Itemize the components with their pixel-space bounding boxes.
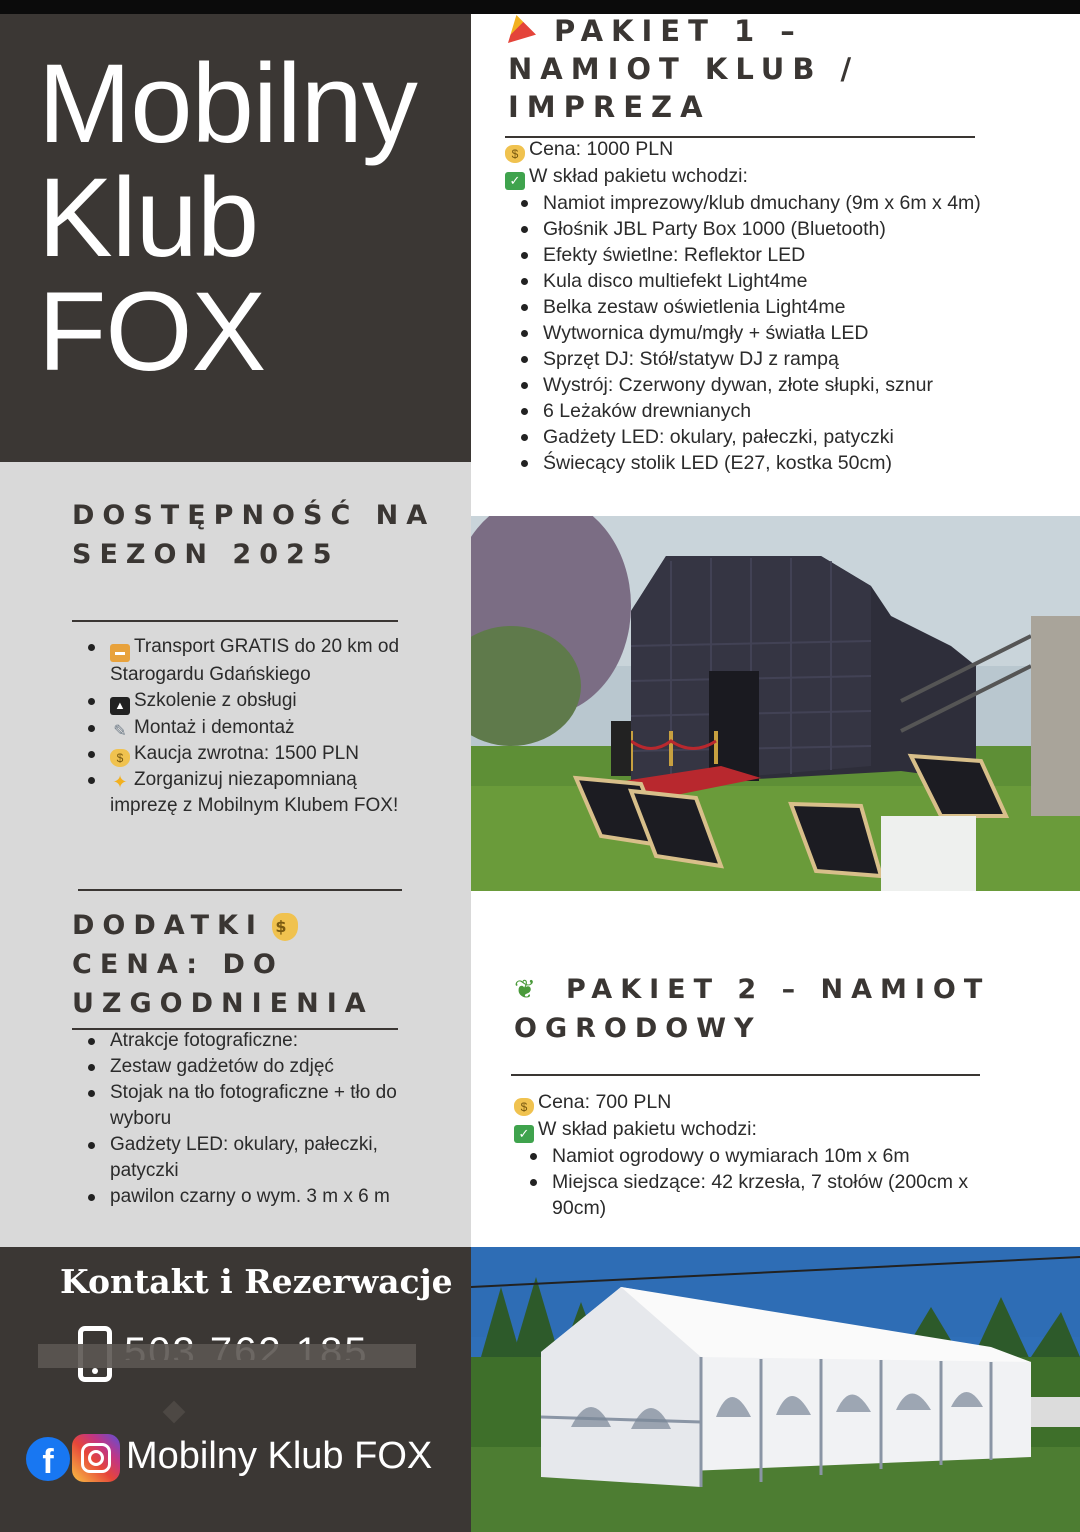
list-item: Miejsca siedzące: 42 krzesła, 7 stołów (200cm x 90cm) xyxy=(514,1169,994,1221)
inflatable-tent-photo xyxy=(471,516,1080,891)
money-bag-icon: $ xyxy=(272,913,298,941)
wrench-icon: ✎ xyxy=(113,723,127,740)
list-item: ▬ Transport GRATIS do 20 km od Starogardu Gdańskiego xyxy=(72,634,402,688)
social-handle[interactable]: Mobilny Klub FOX xyxy=(126,1435,433,1477)
package2-body xyxy=(514,1089,994,1221)
list-item: Atrakcje fotograficzne: xyxy=(72,1028,402,1054)
list-item: Gadżety LED: okulary, pałeczki, patyczki xyxy=(505,424,985,450)
availability-list xyxy=(72,634,402,819)
list-item: Wystrój: Czerwony dywan, złote słupki, sznur xyxy=(505,372,985,398)
list-item: Głośnik JBL Party Box 1000 (Bluetooth) xyxy=(505,216,985,242)
price-line: $ Cena: 700 PLN xyxy=(514,1089,994,1116)
list-item: ▲ Szkolenie z obsługi xyxy=(72,688,402,715)
list-item: pawilon czarny o wym. 3 m x 6 m xyxy=(72,1184,402,1210)
includes-line: ✓ W skład pakietu wchodzi: xyxy=(514,1116,994,1143)
includes-line: ✓ W skład pakietu wchodzi: xyxy=(505,163,985,190)
money-bag-icon: $ xyxy=(514,1098,534,1116)
facebook-icon[interactable]: f xyxy=(26,1437,70,1481)
list-item: $ Kaucja zwrotna: 1500 PLN xyxy=(72,741,402,767)
list-item: Stojak na tło fotograficzne + tło do wyboru xyxy=(72,1080,402,1132)
list-item: 6 Leżaków drewnianych xyxy=(505,398,985,424)
sparkles-icon: ✦ xyxy=(112,772,128,792)
graduation-cap-icon: ▲ xyxy=(110,697,130,715)
check-icon: ✓ xyxy=(505,172,525,190)
list-item: Sprzęt DJ: Stół/statyw DJ z rampą xyxy=(505,346,985,372)
garden-tent-photo xyxy=(471,1247,1080,1532)
price-line: $ Cena: 1000 PLN xyxy=(505,136,985,163)
list-item: Wytwornica dymu/mgły + światła LED xyxy=(505,320,985,346)
package2-list xyxy=(514,1143,994,1221)
list-item: Kula disco multiefekt Light4me xyxy=(505,268,985,294)
list-item: Namiot ogrodowy o wymiarach 10m x 6m xyxy=(514,1143,994,1169)
money-bag-icon: $ xyxy=(505,145,525,163)
title-line-1: Mobilny xyxy=(38,41,417,166)
list-item: Namiot imprezowy/klub dmuchany (9m x 6m x 4m) xyxy=(505,190,985,216)
list-item: Gadżety LED: okulary, pałeczki, patyczki xyxy=(72,1132,402,1184)
money-bag-icon: $ xyxy=(110,749,130,767)
package1-body xyxy=(505,136,985,476)
list-item: ✎ Montaż i demontaż xyxy=(72,715,402,741)
title-line-3: FOX xyxy=(38,269,266,394)
list-item: Belka zestaw oświetlenia Light4me xyxy=(505,294,985,320)
package1-title: PAKIET 1 – NAMIOT KLUB / IMPREZA xyxy=(508,14,860,124)
list-item: Świecący stolik LED (E27, kostka 50cm) xyxy=(505,450,985,476)
instagram-icon[interactable] xyxy=(72,1434,120,1482)
list-item: Zestaw gadżetów do zdjęć xyxy=(72,1054,402,1080)
contact-heading: Kontakt i Rezerwacje xyxy=(60,1262,453,1301)
party-popper-icon xyxy=(508,15,536,43)
truck-icon: ▬ xyxy=(110,644,130,662)
divider xyxy=(72,620,398,622)
extras-heading: DODATKI $ CENA: DO UZGODNIENIA xyxy=(72,910,374,1019)
redaction-bar xyxy=(38,1344,416,1368)
list-item: Efekty świetlne: Reflektor LED xyxy=(505,242,985,268)
extras-list xyxy=(72,1028,402,1210)
list-item: ✦ Zorganizuj niezapomnianą imprezę z Mobilnym Klubem FOX! xyxy=(72,767,402,819)
package2-title: ❦ PAKIET 2 – NAMIOT OGRODOWY xyxy=(514,974,991,1044)
plant-icon: ❦ xyxy=(514,975,544,1005)
divider xyxy=(511,1074,980,1076)
check-icon: ✓ xyxy=(514,1125,534,1143)
divider xyxy=(78,889,402,891)
title-line-2: Klub xyxy=(38,155,259,280)
package1-list xyxy=(505,190,985,476)
availability-heading: DOSTĘPNOŚĆ NA SEZON 2025 xyxy=(72,500,436,570)
